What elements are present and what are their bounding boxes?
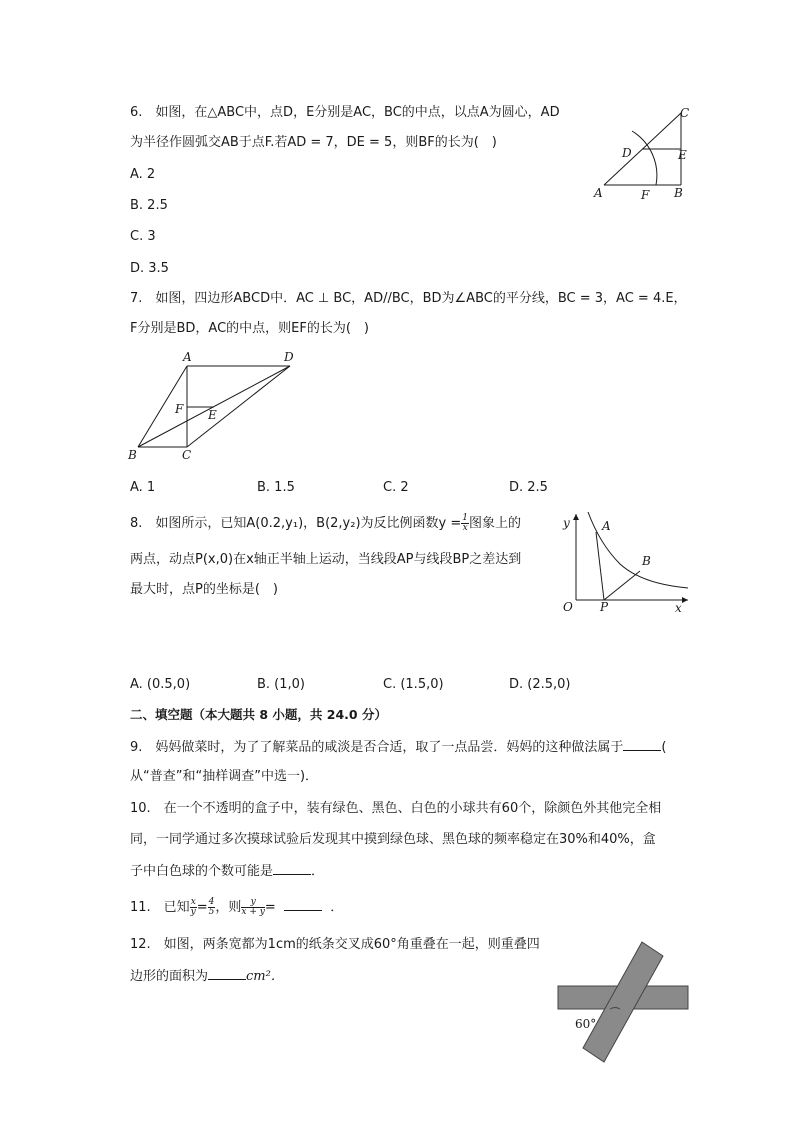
section-title: 二、填空题（本大题共 8 小题，共 24.0 分） — [130, 707, 387, 722]
q11-fraction-3 — [241, 898, 264, 917]
q9-line-1-end: ( — [661, 740, 667, 755]
q8-option-d: D. (2.5,0) — [509, 677, 571, 692]
q6-option-a: A. 2 — [130, 167, 156, 182]
q6-option-c: C. 3 — [130, 229, 156, 244]
q11-answer-blank[interactable] — [284, 898, 322, 911]
q7-label-a: A — [183, 350, 192, 364]
q8-option-b: B. (1,0) — [257, 677, 306, 692]
q8-fraction-numerator: 1 — [462, 513, 468, 523]
q7-label-f: F — [175, 402, 184, 416]
q9-answer-blank[interactable] — [623, 738, 661, 751]
q12-line-2-text: 边形的面积为 — [130, 969, 209, 984]
q7-option-b: B. 1.5 — [257, 480, 295, 495]
q8-line-3: 最大时，点P的坐标是( ) — [130, 582, 278, 597]
q9-line-1 — [130, 738, 666, 757]
q8-label-p: P — [600, 600, 609, 614]
q11-fraction-3-numerator: y — [241, 898, 264, 908]
q6-label-e: E — [678, 148, 687, 162]
q9-line-1-text: 9. 妈妈做菜时，为了了解菜品的咸淡是否合适，取了一点品尝．妈妈的这种做法属于 — [130, 740, 624, 755]
q8-label-b: B — [642, 554, 651, 568]
q11-prefix: 11. 已知 — [130, 900, 190, 915]
q6-label-d: D — [622, 146, 632, 160]
q7-label-d: D — [284, 350, 294, 364]
q11-fraction-2-denominator: 5 — [208, 907, 215, 917]
q11-end: ． — [330, 900, 344, 915]
q8-line-2: 两点，动点P(x,0)在x轴正半轴上运动，当线段AP与线段BP之差达到 — [130, 552, 522, 567]
q6-line-2: 为半径作圆弧交AB于点F.若AD = 7，DE = 5，则BF的长为( ) — [130, 135, 497, 150]
q11-fraction-1-numerator: x — [190, 897, 196, 907]
q10-line-3-end: ． — [311, 864, 325, 879]
q8-label-x: x — [675, 601, 682, 615]
q10-line-1: 10. 在一个不透明的盒子中，装有绿色、黑色、白色的小球共有60个，除颜色外其他完全相 — [130, 801, 662, 816]
q12-paper-strips-figure — [552, 932, 697, 1064]
q12-angle-label: 60° — [575, 1017, 597, 1031]
q7-line-1: 7. 如图，四边形ABCD中．AC ⊥ BC，AD//BC，BD为∠ABC的平分线，BC = 3，AC = 4.E， — [130, 291, 687, 306]
q8-graph-figure — [560, 508, 696, 616]
q10-line-2: 同，一同学通过多次摸球试验后发现其中摸到绿色球、黑色球的频率稳定在30%和40%，盒 — [130, 832, 656, 847]
q12-unit: cm²． — [246, 969, 284, 984]
q11-line — [130, 898, 343, 917]
q7-label-c: C — [182, 448, 192, 462]
q7-line-2: F分别是BD，AC的中点，则EF的长为( ) — [130, 321, 369, 336]
q8-fraction — [461, 514, 469, 533]
q11-fraction-1-denominator: y — [190, 907, 196, 917]
q6-label-b: B — [674, 186, 683, 200]
q8-label-y: y — [563, 516, 570, 530]
q8-label-a: A — [602, 519, 611, 533]
q8-option-c: C. (1.5,0) — [383, 677, 444, 692]
q12-line-2 — [130, 967, 284, 986]
q12-answer-blank[interactable] — [208, 967, 246, 980]
q8-line-1 — [130, 514, 521, 533]
q9-line-2: 从“普查”和“抽样调查”中选一)． — [130, 769, 319, 784]
q7-option-c: C. 2 — [383, 480, 409, 495]
q6-triangle-figure — [590, 105, 700, 205]
q11-fraction-3-denominator: x + y — [241, 907, 265, 917]
q6-option-d: D. 3.5 — [130, 261, 169, 276]
q11-fraction-2-numerator: 4 — [208, 897, 215, 907]
q8-option-a: A. (0.5,0) — [130, 677, 191, 692]
q11-mid: ，则 — [215, 900, 242, 915]
q7-option-a: A. 1 — [130, 480, 156, 495]
q12-line-1: 12. 如图，两条宽都为1cm的纸条交叉成60°角重叠在一起，则重叠四 — [130, 937, 540, 952]
q6-option-b: B. 2.5 — [130, 198, 168, 213]
q6-label-f: F — [641, 188, 650, 202]
q8-label-o: O — [563, 600, 573, 614]
q8-line-1-text: 8. 如图所示，已知A(0.2,y₁)，B(2,y₂)为反比例函数y = — [130, 516, 462, 531]
q7-label-e: E — [208, 408, 217, 422]
q11-equals-2: = — [264, 900, 276, 915]
q7-quadrilateral-figure — [126, 348, 306, 466]
q10-line-3-text: 子中白色球的个数可能是 — [130, 864, 274, 879]
q6-line-1: 6. 如图，在△ABC中，点D，E分别是AC，BC的中点，以点A为圆心，AD — [130, 105, 560, 120]
q11-fraction-1 — [190, 898, 197, 917]
q6-label-a: A — [594, 186, 603, 200]
q8-line-1-end: 图象上的 — [468, 516, 521, 531]
q7-label-b: B — [128, 448, 137, 462]
q8-fraction-denominator: x — [462, 523, 468, 533]
q6-label-c: C — [680, 106, 690, 120]
q10-line-3 — [130, 862, 324, 881]
q10-answer-blank[interactable] — [273, 862, 311, 875]
q7-option-d: D. 2.5 — [509, 480, 548, 495]
q11-equals-1: = — [196, 900, 208, 915]
